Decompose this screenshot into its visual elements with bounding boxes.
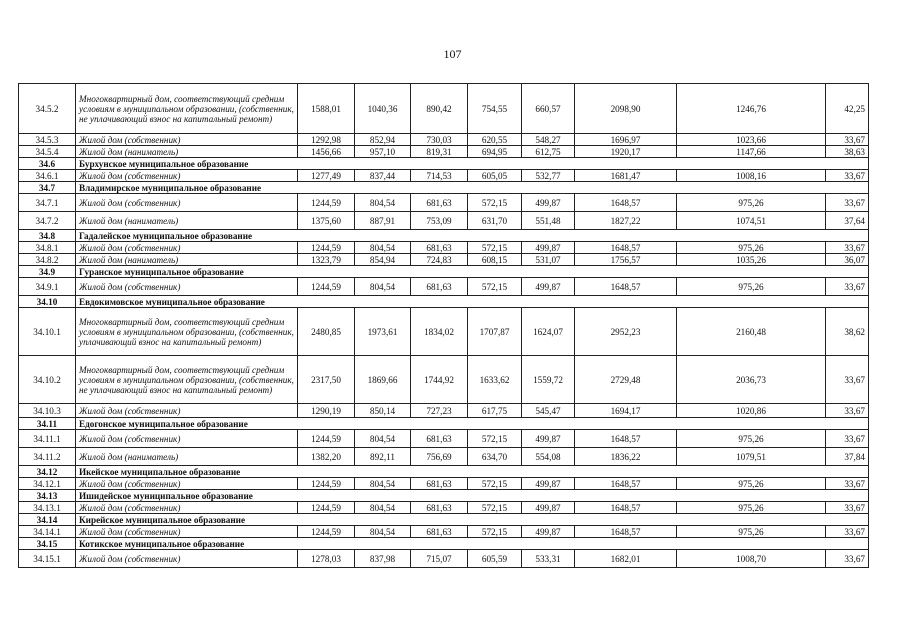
row-code: 34.10.2 bbox=[19, 356, 76, 404]
section-row bbox=[19, 418, 869, 430]
value-cell: 837,44 bbox=[355, 170, 411, 182]
value-cell: 975,26 bbox=[677, 478, 826, 490]
value-cell: 1633,62 bbox=[468, 356, 522, 404]
value-cell: 634,70 bbox=[468, 448, 522, 466]
value-cell: 620,55 bbox=[468, 134, 522, 146]
value-cell: 754,55 bbox=[468, 84, 522, 134]
value-cell: 2317,50 bbox=[298, 356, 355, 404]
row-description: Многоквартирный дом, соответствующий средним условиям в муниципальном образовании, (собственник, уплачивающий взнос на капитальный ремонт) bbox=[76, 308, 298, 356]
value-cell: 1836,22 bbox=[575, 448, 677, 466]
row-description: Жилой дом (собственник) bbox=[76, 502, 298, 514]
table-row bbox=[19, 278, 869, 296]
value-cell: 551,48 bbox=[522, 212, 575, 230]
section-code: 34.12 bbox=[19, 466, 76, 478]
table-row bbox=[19, 308, 869, 356]
value-cell: 804,54 bbox=[355, 502, 411, 514]
value-cell: 37,84 bbox=[826, 448, 869, 466]
section-title: Котикское муниципальное образование bbox=[76, 538, 869, 550]
section-title: Бурхунское муниципальное образование bbox=[76, 158, 869, 170]
section-row bbox=[19, 296, 869, 308]
section-code: 34.15 bbox=[19, 538, 76, 550]
value-cell: 499,87 bbox=[522, 430, 575, 448]
value-cell: 714,53 bbox=[411, 170, 468, 182]
value-cell: 1694,17 bbox=[575, 404, 677, 418]
value-cell: 1869,66 bbox=[355, 356, 411, 404]
row-description: Жилой дом (собственник) bbox=[76, 242, 298, 254]
value-cell: 533,31 bbox=[522, 550, 575, 568]
value-cell: 1008,70 bbox=[677, 550, 826, 568]
value-cell: 33,67 bbox=[826, 404, 869, 418]
value-cell: 532,77 bbox=[522, 170, 575, 182]
value-cell: 1648,57 bbox=[575, 526, 677, 538]
section-row bbox=[19, 230, 869, 242]
row-description: Жилой дом (наниматель) bbox=[76, 146, 298, 158]
value-cell: 2036,73 bbox=[677, 356, 826, 404]
value-cell: 1147,66 bbox=[677, 146, 826, 158]
section-code: 34.10 bbox=[19, 296, 76, 308]
value-cell: 605,59 bbox=[468, 550, 522, 568]
row-description: Жилой дом (наниматель) bbox=[76, 212, 298, 230]
value-cell: 804,54 bbox=[355, 194, 411, 212]
value-cell: 975,26 bbox=[677, 430, 826, 448]
value-cell: 33,67 bbox=[826, 430, 869, 448]
value-cell: 33,67 bbox=[826, 134, 869, 146]
section-row bbox=[19, 466, 869, 478]
row-code: 34.5.2 bbox=[19, 84, 76, 134]
value-cell: 572,15 bbox=[468, 242, 522, 254]
section-row bbox=[19, 490, 869, 502]
row-code: 34.8.2 bbox=[19, 254, 76, 266]
value-cell: 1246,76 bbox=[677, 84, 826, 134]
value-cell: 1074,51 bbox=[677, 212, 826, 230]
row-code: 34.10.1 bbox=[19, 308, 76, 356]
value-cell: 1292,98 bbox=[298, 134, 355, 146]
value-cell: 681,63 bbox=[411, 478, 468, 490]
value-cell: 33,67 bbox=[826, 170, 869, 182]
value-cell: 1744,92 bbox=[411, 356, 468, 404]
value-cell: 1277,49 bbox=[298, 170, 355, 182]
value-cell: 531,07 bbox=[522, 254, 575, 266]
value-cell: 892,11 bbox=[355, 448, 411, 466]
value-cell: 660,57 bbox=[522, 84, 575, 134]
section-title: Ишидейское муниципальное образование bbox=[76, 490, 869, 502]
value-cell: 499,87 bbox=[522, 242, 575, 254]
value-cell: 1023,66 bbox=[677, 134, 826, 146]
value-cell: 681,63 bbox=[411, 194, 468, 212]
value-cell: 499,87 bbox=[522, 502, 575, 514]
section-title: Едогонское муниципальное образование bbox=[76, 418, 869, 430]
section-row bbox=[19, 514, 869, 526]
value-cell: 33,67 bbox=[826, 278, 869, 296]
value-cell: 499,87 bbox=[522, 278, 575, 296]
value-cell: 572,15 bbox=[468, 502, 522, 514]
table-row bbox=[19, 170, 869, 182]
table-row bbox=[19, 448, 869, 466]
value-cell: 681,63 bbox=[411, 502, 468, 514]
value-cell: 1323,79 bbox=[298, 254, 355, 266]
value-cell: 694,95 bbox=[468, 146, 522, 158]
value-cell: 804,54 bbox=[355, 526, 411, 538]
value-cell: 887,91 bbox=[355, 212, 411, 230]
value-cell: 681,63 bbox=[411, 242, 468, 254]
value-cell: 1079,51 bbox=[677, 448, 826, 466]
value-cell: 631,70 bbox=[468, 212, 522, 230]
value-cell: 1244,59 bbox=[298, 278, 355, 296]
section-title: Евдокимовское муниципальное образование bbox=[76, 296, 869, 308]
value-cell: 33,67 bbox=[826, 502, 869, 514]
value-cell: 605,05 bbox=[468, 170, 522, 182]
row-description: Жилой дом (собственник) bbox=[76, 134, 298, 146]
row-description: Жилой дом (собственник) bbox=[76, 430, 298, 448]
row-code: 34.11.1 bbox=[19, 430, 76, 448]
value-cell: 1244,59 bbox=[298, 502, 355, 514]
value-cell: 1008,16 bbox=[677, 170, 826, 182]
table-row bbox=[19, 502, 869, 514]
value-cell: 753,09 bbox=[411, 212, 468, 230]
value-cell: 1920,17 bbox=[575, 146, 677, 158]
value-cell: 2480,85 bbox=[298, 308, 355, 356]
value-cell: 33,67 bbox=[826, 194, 869, 212]
value-cell: 1244,59 bbox=[298, 194, 355, 212]
value-cell: 975,26 bbox=[677, 242, 826, 254]
row-code: 34.9.1 bbox=[19, 278, 76, 296]
value-cell: 572,15 bbox=[468, 430, 522, 448]
value-cell: 1290,19 bbox=[298, 404, 355, 418]
row-description: Жилой дом (собственник) bbox=[76, 526, 298, 538]
value-cell: 499,87 bbox=[522, 526, 575, 538]
row-description: Многоквартирный дом, соответствующий средним условиям в муниципальном образовании, (собственник, не уплачивающий взнос на капитальный ремонт) bbox=[76, 356, 298, 404]
value-cell: 890,42 bbox=[411, 84, 468, 134]
section-title: Кирейское муниципальное образование bbox=[76, 514, 869, 526]
value-cell: 975,26 bbox=[677, 502, 826, 514]
row-code: 34.14.1 bbox=[19, 526, 76, 538]
value-cell: 499,87 bbox=[522, 194, 575, 212]
value-cell: 2098,90 bbox=[575, 84, 677, 134]
row-code: 34.5.3 bbox=[19, 134, 76, 146]
value-cell: 975,26 bbox=[677, 278, 826, 296]
value-cell: 548,27 bbox=[522, 134, 575, 146]
value-cell: 617,75 bbox=[468, 404, 522, 418]
value-cell: 1648,57 bbox=[575, 242, 677, 254]
section-code: 34.6 bbox=[19, 158, 76, 170]
value-cell: 756,69 bbox=[411, 448, 468, 466]
value-cell: 42,25 bbox=[826, 84, 869, 134]
section-code: 34.9 bbox=[19, 266, 76, 278]
row-code: 34.10.3 bbox=[19, 404, 76, 418]
value-cell: 727,23 bbox=[411, 404, 468, 418]
value-cell: 33,67 bbox=[826, 550, 869, 568]
section-code: 34.11 bbox=[19, 418, 76, 430]
value-cell: 1756,57 bbox=[575, 254, 677, 266]
row-code: 34.12.1 bbox=[19, 478, 76, 490]
value-cell: 1278,03 bbox=[298, 550, 355, 568]
value-cell: 1588,01 bbox=[298, 84, 355, 134]
table-row bbox=[19, 84, 869, 134]
row-description: Жилой дом (собственник) bbox=[76, 194, 298, 212]
value-cell: 38,63 bbox=[826, 146, 869, 158]
value-cell: 499,87 bbox=[522, 478, 575, 490]
value-cell: 804,54 bbox=[355, 278, 411, 296]
value-cell: 33,67 bbox=[826, 242, 869, 254]
value-cell: 572,15 bbox=[468, 278, 522, 296]
section-code: 34.14 bbox=[19, 514, 76, 526]
value-cell: 681,63 bbox=[411, 278, 468, 296]
value-cell: 850,14 bbox=[355, 404, 411, 418]
value-cell: 715,07 bbox=[411, 550, 468, 568]
row-description: Жилой дом (собственник) bbox=[76, 170, 298, 182]
table-row bbox=[19, 194, 869, 212]
row-description: Жилой дом (наниматель) bbox=[76, 448, 298, 466]
value-cell: 1375,60 bbox=[298, 212, 355, 230]
value-cell: 33,67 bbox=[826, 526, 869, 538]
row-code: 34.6.1 bbox=[19, 170, 76, 182]
value-cell: 1707,87 bbox=[468, 308, 522, 356]
value-cell: 1559,72 bbox=[522, 356, 575, 404]
value-cell: 1834,02 bbox=[411, 308, 468, 356]
table-row bbox=[19, 242, 869, 254]
row-description: Жилой дом (собственник) bbox=[76, 404, 298, 418]
value-cell: 33,67 bbox=[826, 356, 869, 404]
row-code: 34.11.2 bbox=[19, 448, 76, 466]
value-cell: 957,10 bbox=[355, 146, 411, 158]
section-code: 34.13 bbox=[19, 490, 76, 502]
tariff-table bbox=[18, 83, 869, 568]
row-code: 34.8.1 bbox=[19, 242, 76, 254]
value-cell: 724,83 bbox=[411, 254, 468, 266]
value-cell: 804,54 bbox=[355, 430, 411, 448]
value-cell: 1624,07 bbox=[522, 308, 575, 356]
value-cell: 612,75 bbox=[522, 146, 575, 158]
section-row bbox=[19, 538, 869, 550]
value-cell: 819,31 bbox=[411, 146, 468, 158]
value-cell: 545,47 bbox=[522, 404, 575, 418]
value-cell: 681,63 bbox=[411, 430, 468, 448]
value-cell: 1648,57 bbox=[575, 194, 677, 212]
value-cell: 1973,61 bbox=[355, 308, 411, 356]
row-code: 34.5.4 bbox=[19, 146, 76, 158]
table-row bbox=[19, 430, 869, 448]
section-code: 34.7 bbox=[19, 182, 76, 194]
value-cell: 804,54 bbox=[355, 242, 411, 254]
table-row bbox=[19, 254, 869, 266]
value-cell: 554,08 bbox=[522, 448, 575, 466]
value-cell: 1244,59 bbox=[298, 430, 355, 448]
value-cell: 572,15 bbox=[468, 526, 522, 538]
row-description: Многоквартирный дом, соответствующий средним условиям в муниципальном образовании, (собственник, не уплачивающий взнос на капитальный ремонт) bbox=[76, 84, 298, 134]
table-row bbox=[19, 404, 869, 418]
section-code: 34.8 bbox=[19, 230, 76, 242]
section-title: Гадалейское муниципальное образование bbox=[76, 230, 869, 242]
value-cell: 37,64 bbox=[826, 212, 869, 230]
value-cell: 1827,22 bbox=[575, 212, 677, 230]
value-cell: 852,94 bbox=[355, 134, 411, 146]
table-row bbox=[19, 356, 869, 404]
section-row bbox=[19, 158, 869, 170]
section-row bbox=[19, 182, 869, 194]
value-cell: 975,26 bbox=[677, 194, 826, 212]
table-row bbox=[19, 526, 869, 538]
value-cell: 1648,57 bbox=[575, 502, 677, 514]
row-code: 34.7.1 bbox=[19, 194, 76, 212]
value-cell: 608,15 bbox=[468, 254, 522, 266]
table-row bbox=[19, 478, 869, 490]
value-cell: 33,67 bbox=[826, 478, 869, 490]
value-cell: 804,54 bbox=[355, 478, 411, 490]
value-cell: 1648,57 bbox=[575, 478, 677, 490]
value-cell: 1244,59 bbox=[298, 526, 355, 538]
value-cell: 1244,59 bbox=[298, 242, 355, 254]
row-code: 34.15.1 bbox=[19, 550, 76, 568]
value-cell: 1682,01 bbox=[575, 550, 677, 568]
value-cell: 2952,23 bbox=[575, 308, 677, 356]
value-cell: 854,94 bbox=[355, 254, 411, 266]
value-cell: 1696,97 bbox=[575, 134, 677, 146]
value-cell: 38,62 bbox=[826, 308, 869, 356]
value-cell: 730,03 bbox=[411, 134, 468, 146]
table-row bbox=[19, 134, 869, 146]
row-code: 34.7.2 bbox=[19, 212, 76, 230]
value-cell: 572,15 bbox=[468, 194, 522, 212]
section-title: Владимирское муниципальное образование bbox=[76, 182, 869, 194]
value-cell: 1020,86 bbox=[677, 404, 826, 418]
value-cell: 2160,48 bbox=[677, 308, 826, 356]
value-cell: 1681,47 bbox=[575, 170, 677, 182]
value-cell: 2729,48 bbox=[575, 356, 677, 404]
value-cell: 1382,20 bbox=[298, 448, 355, 466]
value-cell: 1040,36 bbox=[355, 84, 411, 134]
page-number: 107 bbox=[443, 47, 462, 61]
section-title: Икейское муниципальное образование bbox=[76, 466, 869, 478]
row-description: Жилой дом (собственник) bbox=[76, 478, 298, 490]
table-row bbox=[19, 212, 869, 230]
value-cell: 36,07 bbox=[826, 254, 869, 266]
row-description: Жилой дом (собственник) bbox=[76, 278, 298, 296]
value-cell: 1648,57 bbox=[575, 278, 677, 296]
table-row bbox=[19, 146, 869, 158]
value-cell: 837,98 bbox=[355, 550, 411, 568]
row-description: Жилой дом (собственник) bbox=[76, 550, 298, 568]
value-cell: 1035,26 bbox=[677, 254, 826, 266]
row-description: Жилой дом (наниматель) bbox=[76, 254, 298, 266]
value-cell: 1456,66 bbox=[298, 146, 355, 158]
value-cell: 1244,59 bbox=[298, 478, 355, 490]
value-cell: 681,63 bbox=[411, 526, 468, 538]
section-row bbox=[19, 266, 869, 278]
value-cell: 1648,57 bbox=[575, 430, 677, 448]
row-code: 34.13.1 bbox=[19, 502, 76, 514]
table-row bbox=[19, 550, 869, 568]
value-cell: 975,26 bbox=[677, 526, 826, 538]
value-cell: 572,15 bbox=[468, 478, 522, 490]
section-title: Гуранское муниципальное образование bbox=[76, 266, 869, 278]
